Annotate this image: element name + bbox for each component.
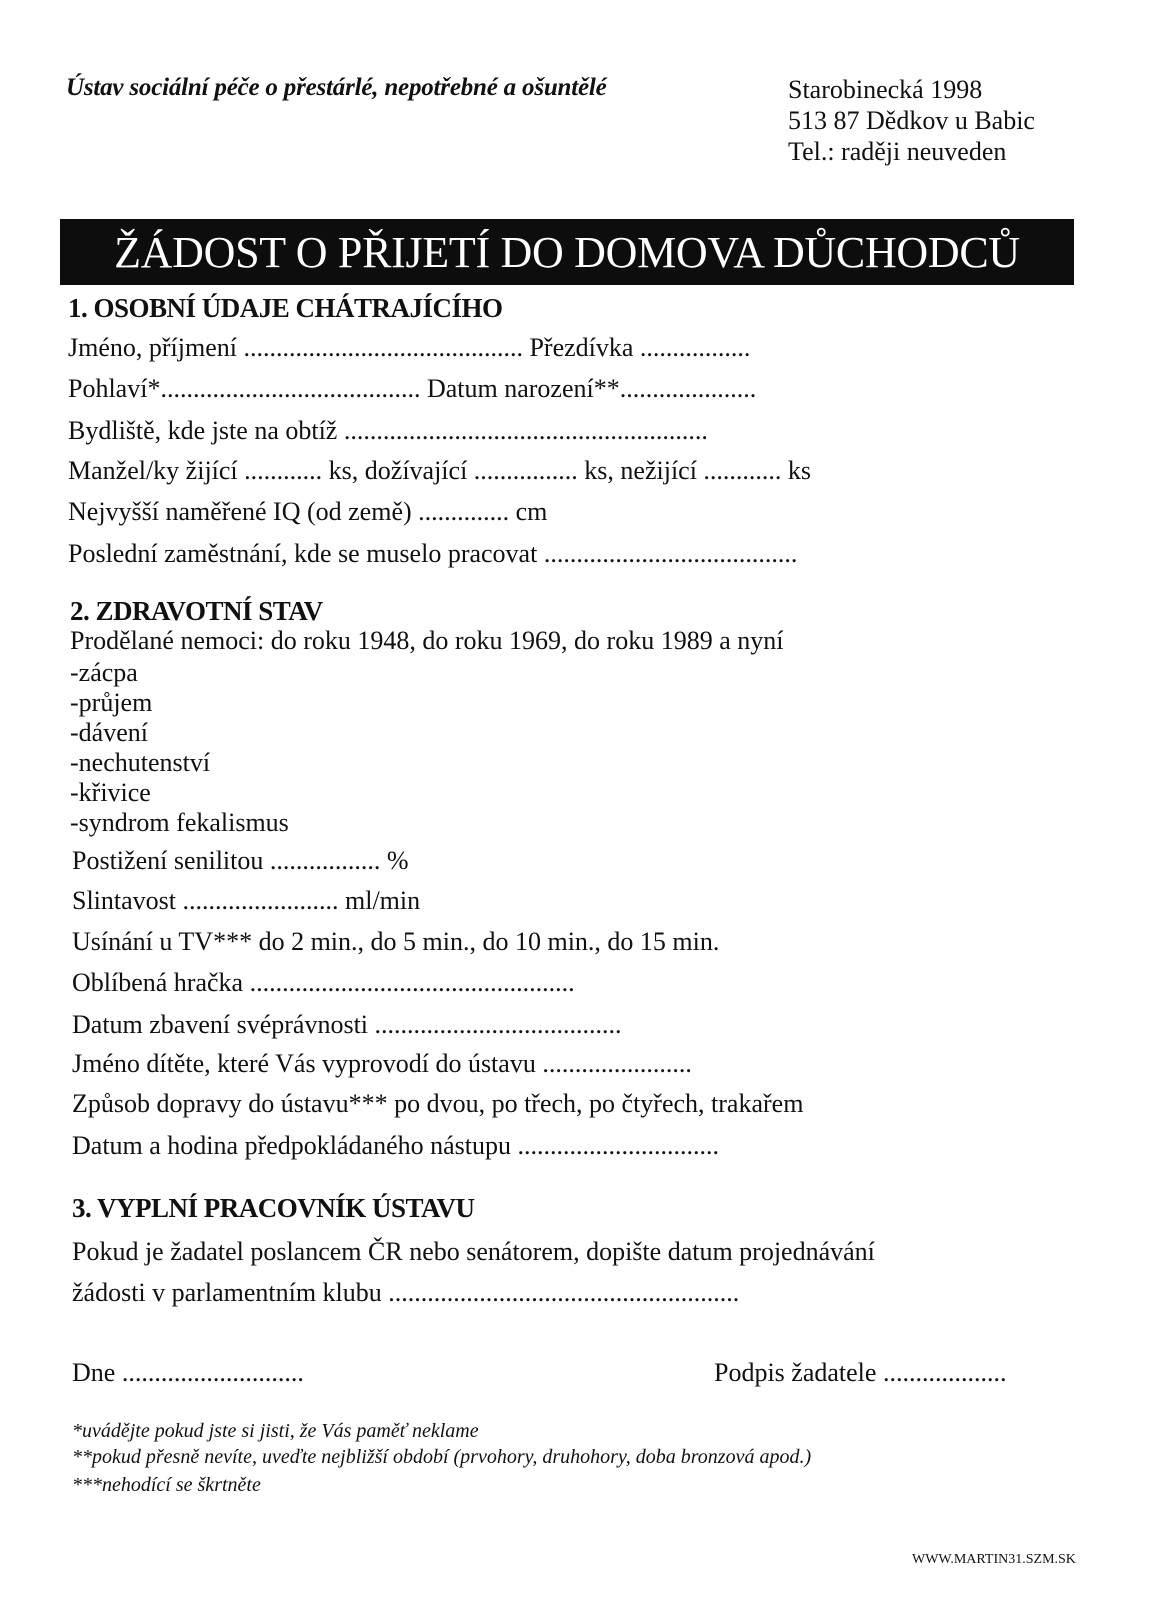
institution-name: Ústav sociální péče o přestárlé, nepotřebné a ošuntělé (66, 74, 607, 101)
footnote-2: **pokud přesně nevíte, uveďte nejbližší období (prvohory, druhohory, doba bronzová apod.) (72, 1446, 812, 1468)
section2-heading: 2. ZDRAVOTNÍ STAV (70, 596, 323, 626)
disease-item: -zácpa (70, 658, 138, 687)
field-tv-sleep: Usínání u TV*** do 2 min., do 5 min., do 10 min., do 15 min. (72, 927, 720, 956)
website-url: WWW.MARTIN31.SZM.SK (912, 1552, 1076, 1567)
disease-item: -dávení (70, 718, 148, 747)
section1-heading: 1. OSOBNÍ ÚDAJE CHÁTRAJÍCÍHO (68, 293, 503, 323)
diseases-intro: Prodělané nemoci: do roku 1948, do roku 1969, do roku 1989 a nyní (70, 626, 784, 655)
field-favorite-toy: Oblíbená hračka .................................................. (72, 968, 575, 997)
address-city: 513 87 Dědkov u Babic (788, 106, 1035, 135)
field-child-name: Jméno dítěte, které Vás vyprovodí do ústavu ....................... (72, 1049, 692, 1078)
field-arrival: Datum a hodina předpokládaného nástupu ............................... (72, 1131, 719, 1160)
field-name: Jméno, příjmení ........................................... Přezdívka ................. (68, 333, 751, 362)
institution-address (788, 74, 1035, 167)
field-gender-birthdate: Pohlaví*........................................ Datum narození**..................... (68, 374, 757, 403)
field-senility: Postižení senilitou ................. % (72, 846, 409, 875)
disease-item: -průjem (70, 688, 153, 717)
disease-item: -křivice (70, 778, 151, 807)
document-title: ŽÁDOST O PŘIJETÍ DO DOMOVA DŮCHODCŮ (114, 228, 1020, 277)
address-phone: Tel.: raději neuveden (788, 137, 1007, 166)
disease-item: -syndrom fekalismus (70, 808, 289, 837)
footnote-1: *uvádějte pokud jste si jisti, že Vás paměť neklame (72, 1420, 479, 1442)
field-last-job: Poslední zaměstnání, kde se muselo pracovat ....................................... (68, 539, 798, 568)
field-residence: Bydliště, kde jste na obtíž ........................................................ (68, 416, 708, 445)
date-field: Dne ............................ (72, 1358, 304, 1387)
field-incapacitation-date: Datum zbavení svéprávnosti ...................................... (72, 1010, 622, 1039)
signature-field: Podpis žadatele ................... (714, 1358, 1007, 1387)
section3-text-line2: žádosti v parlamentním klubu ...................................................... (72, 1278, 740, 1307)
section3-text-line1: Pokud je žadatel poslancem ČR nebo senátorem, dopište datum projednávání (72, 1237, 875, 1266)
section3-heading: 3. VYPLNÍ PRACOVNÍK ÚSTAVU (72, 1193, 475, 1223)
field-iq: Nejvyšší naměřené IQ (od země) .............. cm (68, 497, 548, 526)
field-drooling: Slintavost ........................ ml/min (72, 886, 421, 915)
address-street: Starobinecká 1998 (788, 75, 983, 104)
disease-item: -nechutenství (70, 748, 211, 777)
field-spouses: Manžel/ky žijící ............ ks, dožívající ................ ks, nežijící ............ ks (68, 456, 812, 485)
field-transport: Způsob dopravy do ústavu*** po dvou, po třech, po čtyřech, trakařem (72, 1089, 804, 1118)
footnote-3: ***nehodící se škrtněte (72, 1474, 261, 1496)
